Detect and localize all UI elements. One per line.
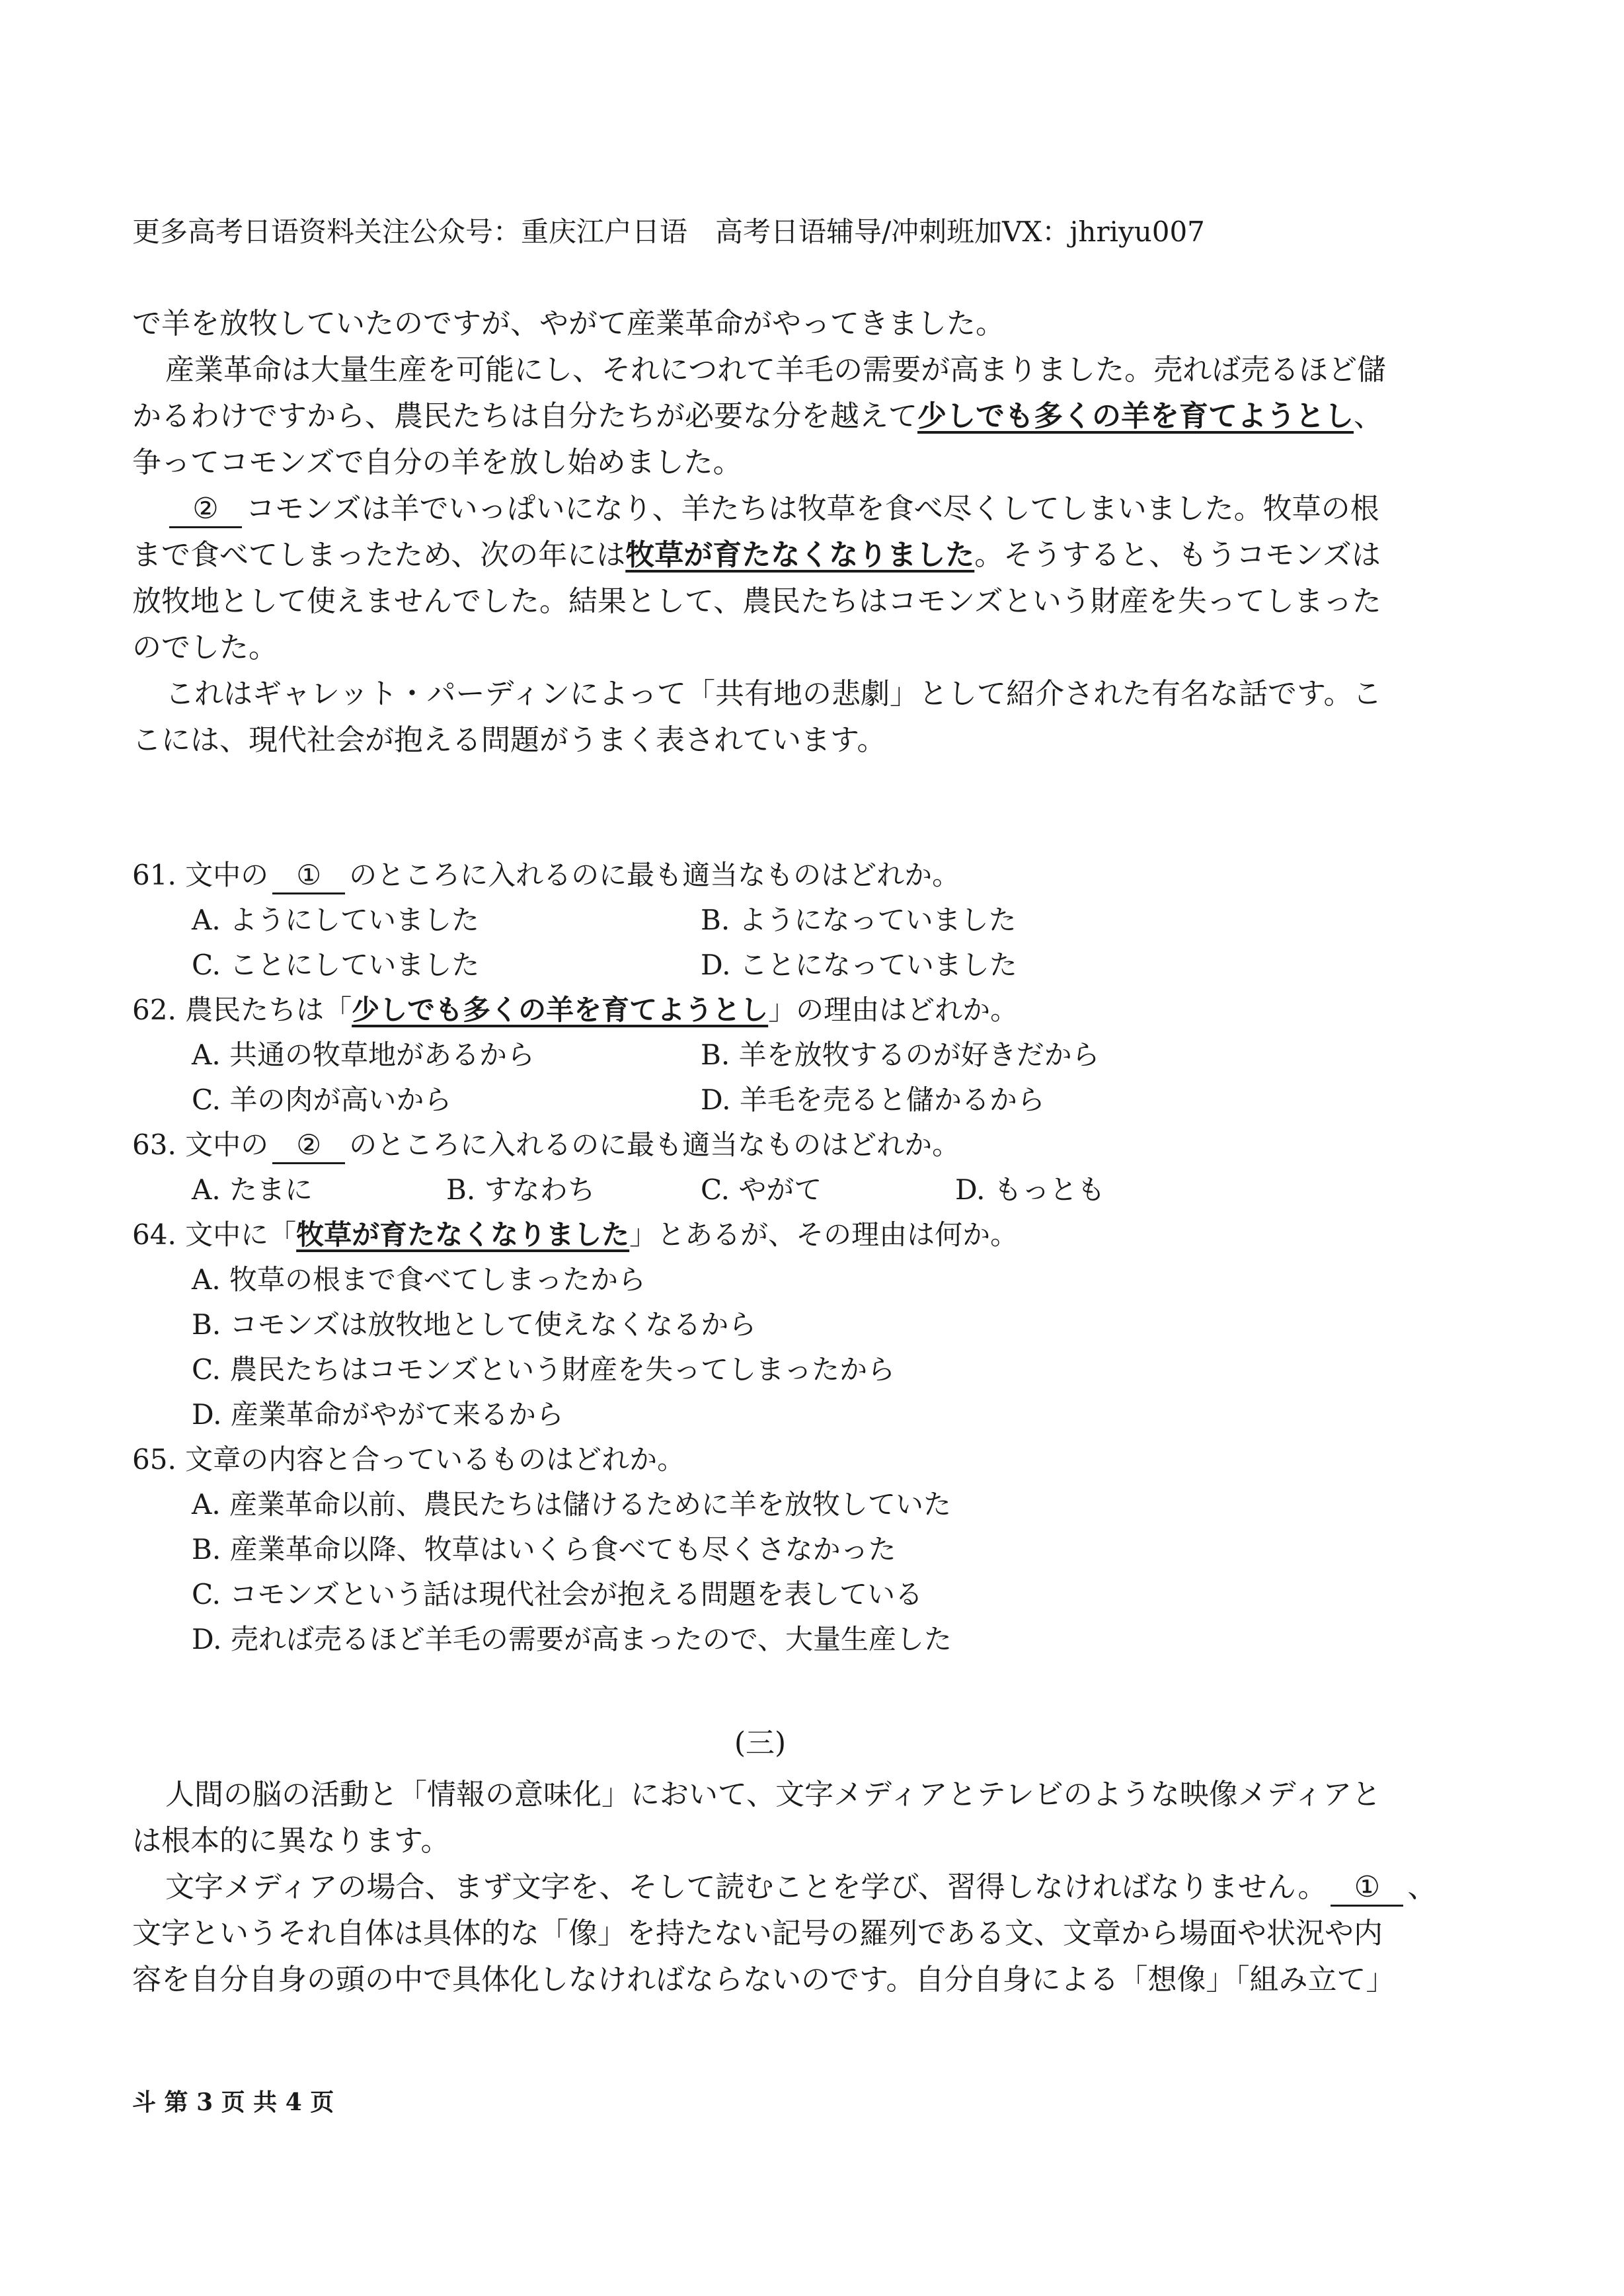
options	[132, 1257, 1388, 1437]
question-list	[132, 853, 1388, 1662]
stem-text: のところに入れるのに最も適当なものはどれか。	[349, 1128, 960, 1161]
option-d: D. 売れば売るほど羊毛の需要が高まったので、大量生産した	[192, 1623, 952, 1655]
option-d: D. 羊毛を売ると儲かるから	[701, 1084, 1045, 1116]
passage-three	[132, 1772, 1437, 2003]
passage-text: まで食べてしまったため、次の年には	[132, 538, 626, 572]
passage-text: 、	[1407, 1870, 1437, 1904]
stem-text: 61. 文中の	[132, 859, 269, 891]
underlined-phrase-1: 少しでも多くの羊を育てようとし	[352, 994, 769, 1026]
question-stem	[132, 988, 1388, 1033]
option-b: B. 羊を放牧するのが好きだから	[701, 1039, 1100, 1071]
question-63	[132, 1123, 1388, 1212]
page-footer: 斗 第 3 页 共 4 页	[132, 2088, 334, 2116]
passage-line	[132, 532, 1388, 578]
options	[132, 1168, 1388, 1212]
passage-line: 文字というそれ自体は具体的な「像」を持たない記号の羅列である文、文章から場面や状況や内	[132, 1917, 1383, 1950]
option-d: D. ことになっていました	[701, 949, 1017, 981]
stem-text: 」の理由はどれか。	[768, 994, 1019, 1026]
page-header: 更多高考日语资料关注公众号：重庆江户日语 高考日语辅导/冲刺班加VX：jhriyu007	[132, 216, 1205, 248]
passage-text: 文字メディアの場合、まず文字を、そして読むことを学び、習得しなければなりません。	[165, 1870, 1327, 1904]
stem-text: のところに入れるのに最も適当なものはどれか。	[349, 859, 960, 891]
question-stem	[132, 853, 1388, 898]
question-64	[132, 1212, 1388, 1437]
option-d: D. もっとも	[955, 1173, 1105, 1206]
passage-two	[132, 301, 1388, 764]
passage-line	[132, 393, 1388, 440]
option-c: C. 農民たちはコモンズという財産を失ってしまったから	[192, 1353, 896, 1386]
option-c: C. やがて	[701, 1173, 822, 1206]
option-d: D. 産業革命がやがて来るから	[192, 1398, 564, 1431]
question-61	[132, 853, 1388, 988]
option-b: B. コモンズは放牧地として使えなくなるから	[192, 1308, 757, 1341]
underlined-phrase-2: 牧草が育たなくなりました	[625, 538, 975, 572]
stem-text: 63. 文中の	[132, 1128, 269, 1161]
underlined-phrase-1: 少しでも多くの羊を育てようとし	[917, 399, 1354, 433]
passage-line: 争ってコモンズで自分の羊を放し始めました。	[132, 446, 742, 479]
option-a: A. 牧草の根まで食べてしまったから	[192, 1263, 646, 1296]
options	[132, 1033, 1388, 1123]
option-c: C. コモンズという話は現代社会が抱える問題を表している	[192, 1578, 923, 1610]
option-c: C. ことにしていました	[192, 949, 480, 981]
section-title: (三)	[734, 1726, 787, 1760]
passage-line: 放牧地として使えませんでした。結果として、農民たちはコモンズという財産を失ってしまった	[132, 584, 1381, 618]
passage-text: 。そうすると、もうコモンズは	[974, 538, 1381, 572]
question-stem	[132, 1123, 1388, 1168]
passage-text: 、	[1354, 399, 1383, 433]
option-a: A. 産業革命以前、農民たちは儲けるために羊を放牧していた	[192, 1488, 952, 1521]
option-b: B. 産業革命以降、牧草はいくら食べても尽くさなかった	[192, 1533, 896, 1565]
option-c: C. 羊の肉が高いから	[192, 1084, 452, 1116]
passage-text: コモンズは羊でいっぱいになり、羊たちは牧草を食べ尽くしてしまいました。牧草の根	[246, 492, 1379, 526]
passage-line: のでした。	[132, 631, 278, 664]
question-62	[132, 988, 1388, 1123]
blank-2: ②	[272, 1128, 345, 1164]
option-a: A. ようにしていました	[192, 904, 480, 936]
option-a: A. たまに	[192, 1173, 313, 1206]
question-stem: 65. 文章の内容と合っているものはどれか。	[132, 1443, 685, 1476]
passage-line: 容を自分自身の頭の中で具体化しなければならないのです。自分自身による「想像」「組み立て」	[132, 1963, 1395, 1997]
passage-line	[132, 1864, 1437, 1911]
passage-text: かるわけですから、農民たちは自分たちが必要な分を越えて	[132, 399, 917, 433]
stem-text: 64. 文中に「	[132, 1218, 297, 1251]
blank-2: ②	[169, 492, 242, 528]
passage-line: は根本的に異なります。	[132, 1824, 450, 1858]
options	[132, 1482, 1388, 1662]
passage-line: 産業革命は大量生産を可能にし、それにつれて羊毛の需要が高まりました。売れば売るほど儲	[165, 353, 1387, 387]
stem-text: 」とあるが、その理由は何か。	[629, 1218, 1019, 1251]
option-b: B. ようになっていました	[701, 904, 1017, 936]
passage-line: で羊を放牧していたのですが、やがて産業革命がやってきました。	[132, 307, 1005, 340]
question-65	[132, 1437, 1388, 1662]
options	[132, 898, 1388, 988]
option-a: A. 共通の牧草地があるから	[192, 1039, 535, 1071]
blank-1: ①	[272, 858, 345, 894]
stem-text: 62. 農民たちは「	[132, 994, 352, 1026]
passage-line: 人間の脳の活動と「情報の意味化」において、文字メディアとテレビのような映像メディアと	[165, 1778, 1381, 1811]
option-b: B. すなわち	[446, 1173, 596, 1206]
passage-line	[132, 486, 1388, 532]
passage-line: こには、現代社会が抱える問題がうまく表されています。	[132, 723, 886, 757]
question-stem	[132, 1212, 1388, 1257]
blank-1: ①	[1331, 1870, 1403, 1907]
passage-line: これはギャレット・パーディンによって「共有地の悲劇」として紹介された有名な話です。こ	[165, 677, 1382, 711]
underlined-phrase-2: 牧草が育たなくなりました	[296, 1218, 630, 1251]
